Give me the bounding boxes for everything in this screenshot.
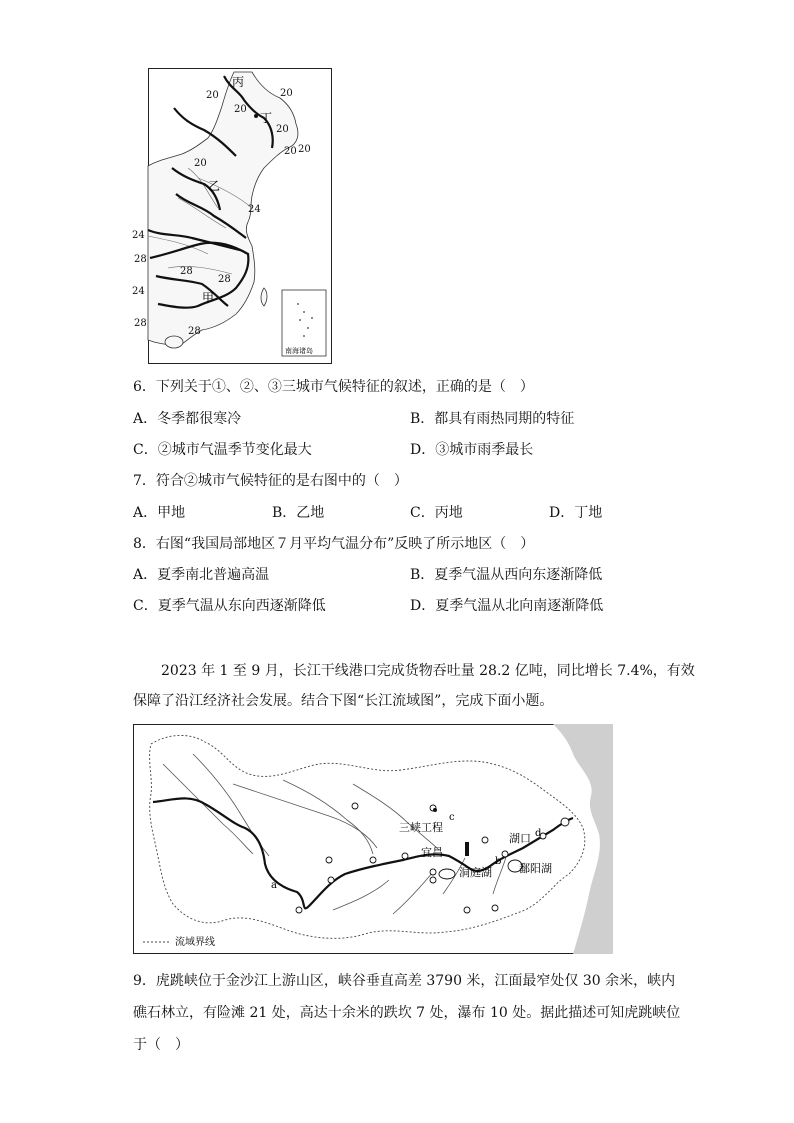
svg-text:28: 28 bbox=[134, 254, 147, 265]
q6-option-a: A．冬季都很寒冷 bbox=[133, 411, 242, 427]
july-temperature-map bbox=[132, 68, 332, 364]
svg-text:20: 20 bbox=[206, 90, 219, 101]
svg-text:20: 20 bbox=[234, 104, 247, 115]
region-label-jia: 甲 bbox=[202, 291, 215, 305]
svg-text:28: 28 bbox=[188, 326, 201, 337]
label-d: d bbox=[535, 828, 542, 839]
label-dongting-lake: 洞庭湖 bbox=[459, 866, 492, 879]
q8-option-b: B．夏季气温从西向东逐渐降低 bbox=[410, 567, 603, 583]
intro-line-2: 保障了沿江经济社会发展。结合下图“长江流域图”，完成下面小题。 bbox=[133, 693, 554, 709]
inset-label: 南海诸岛 bbox=[285, 347, 313, 355]
label-yichang: 宜昌 bbox=[421, 846, 443, 859]
svg-text:28: 28 bbox=[134, 318, 147, 329]
svg-text:20: 20 bbox=[280, 88, 293, 99]
q9-line-3: 于（ ） bbox=[133, 1037, 189, 1053]
intro-line-1: 2023 年 1 至 9 月，长江干线港口完成货物吞吐量 28.2 亿吨，同比增长 7.4%，有效 bbox=[161, 663, 695, 679]
yangtze-basin-map bbox=[133, 724, 613, 954]
q7-option-c: C．丙地 bbox=[410, 505, 463, 521]
q8-option-c: C．夏季气温从东向西逐渐降低 bbox=[133, 598, 326, 614]
legend-label: 流域界线 bbox=[175, 937, 215, 948]
svg-text:24: 24 bbox=[132, 286, 145, 297]
q6-option-c: C．②城市气温季节变化最大 bbox=[133, 442, 312, 458]
q8-option-a: A．夏季南北普遍高温 bbox=[133, 567, 270, 583]
svg-text:20: 20 bbox=[298, 144, 311, 155]
q9-line-1: 9．虎跳峡位于金沙江上游山区，峡谷垂直高差 3790 米，江面最窄处仅 30 余米，峡内 bbox=[133, 973, 676, 989]
svg-text:20: 20 bbox=[194, 158, 207, 169]
q6-option-d: D．③城市雨季最长 bbox=[410, 442, 534, 458]
q7-option-d: D．丁地 bbox=[549, 505, 603, 521]
region-label-bing: 丙 bbox=[232, 75, 245, 89]
q7-stem: 7．符合②城市气候特征的是右图中的（ ） bbox=[133, 473, 408, 489]
label-c: c bbox=[449, 812, 455, 823]
label-three-gorges: 三峡工程 bbox=[399, 821, 443, 834]
three-gorges-marker bbox=[465, 842, 469, 856]
region-label-yi: 乙 bbox=[208, 179, 221, 193]
q6-stem: 6．下列关于①、②、③三城市气候特征的叙述，正确的是（ ） bbox=[133, 379, 534, 395]
svg-text:28: 28 bbox=[218, 274, 231, 285]
q9-line-2: 礁石林立，有险滩 21 处，高达十余米的跌坎 7 处，瀑布 10 处。据此描述可知虎跳峡位 bbox=[133, 1005, 681, 1021]
label-hukou: 湖口 bbox=[509, 832, 531, 845]
region-label-ding: 丁 bbox=[260, 111, 273, 125]
label-b: b bbox=[495, 856, 502, 867]
svg-text:24: 24 bbox=[132, 230, 145, 241]
label-a: a bbox=[271, 880, 277, 891]
svg-text:24: 24 bbox=[248, 204, 261, 215]
dongting-lake-shape bbox=[439, 869, 455, 879]
svg-text:28: 28 bbox=[180, 266, 193, 277]
q8-option-d: D．夏季气温从北向南逐渐降低 bbox=[410, 598, 604, 614]
q7-option-b: B．乙地 bbox=[272, 505, 325, 521]
q6-option-b: B．都具有雨热同期的特征 bbox=[410, 411, 575, 427]
q7-option-a: A．甲地 bbox=[133, 505, 186, 521]
q8-stem: 8．右图“我国局部地区７月平均气温分布”反映了所示地区（ ） bbox=[133, 536, 535, 552]
svg-text:20: 20 bbox=[284, 146, 297, 157]
svg-text:20: 20 bbox=[276, 124, 289, 135]
label-poyang-lake: 鄱阳湖 bbox=[519, 862, 552, 875]
